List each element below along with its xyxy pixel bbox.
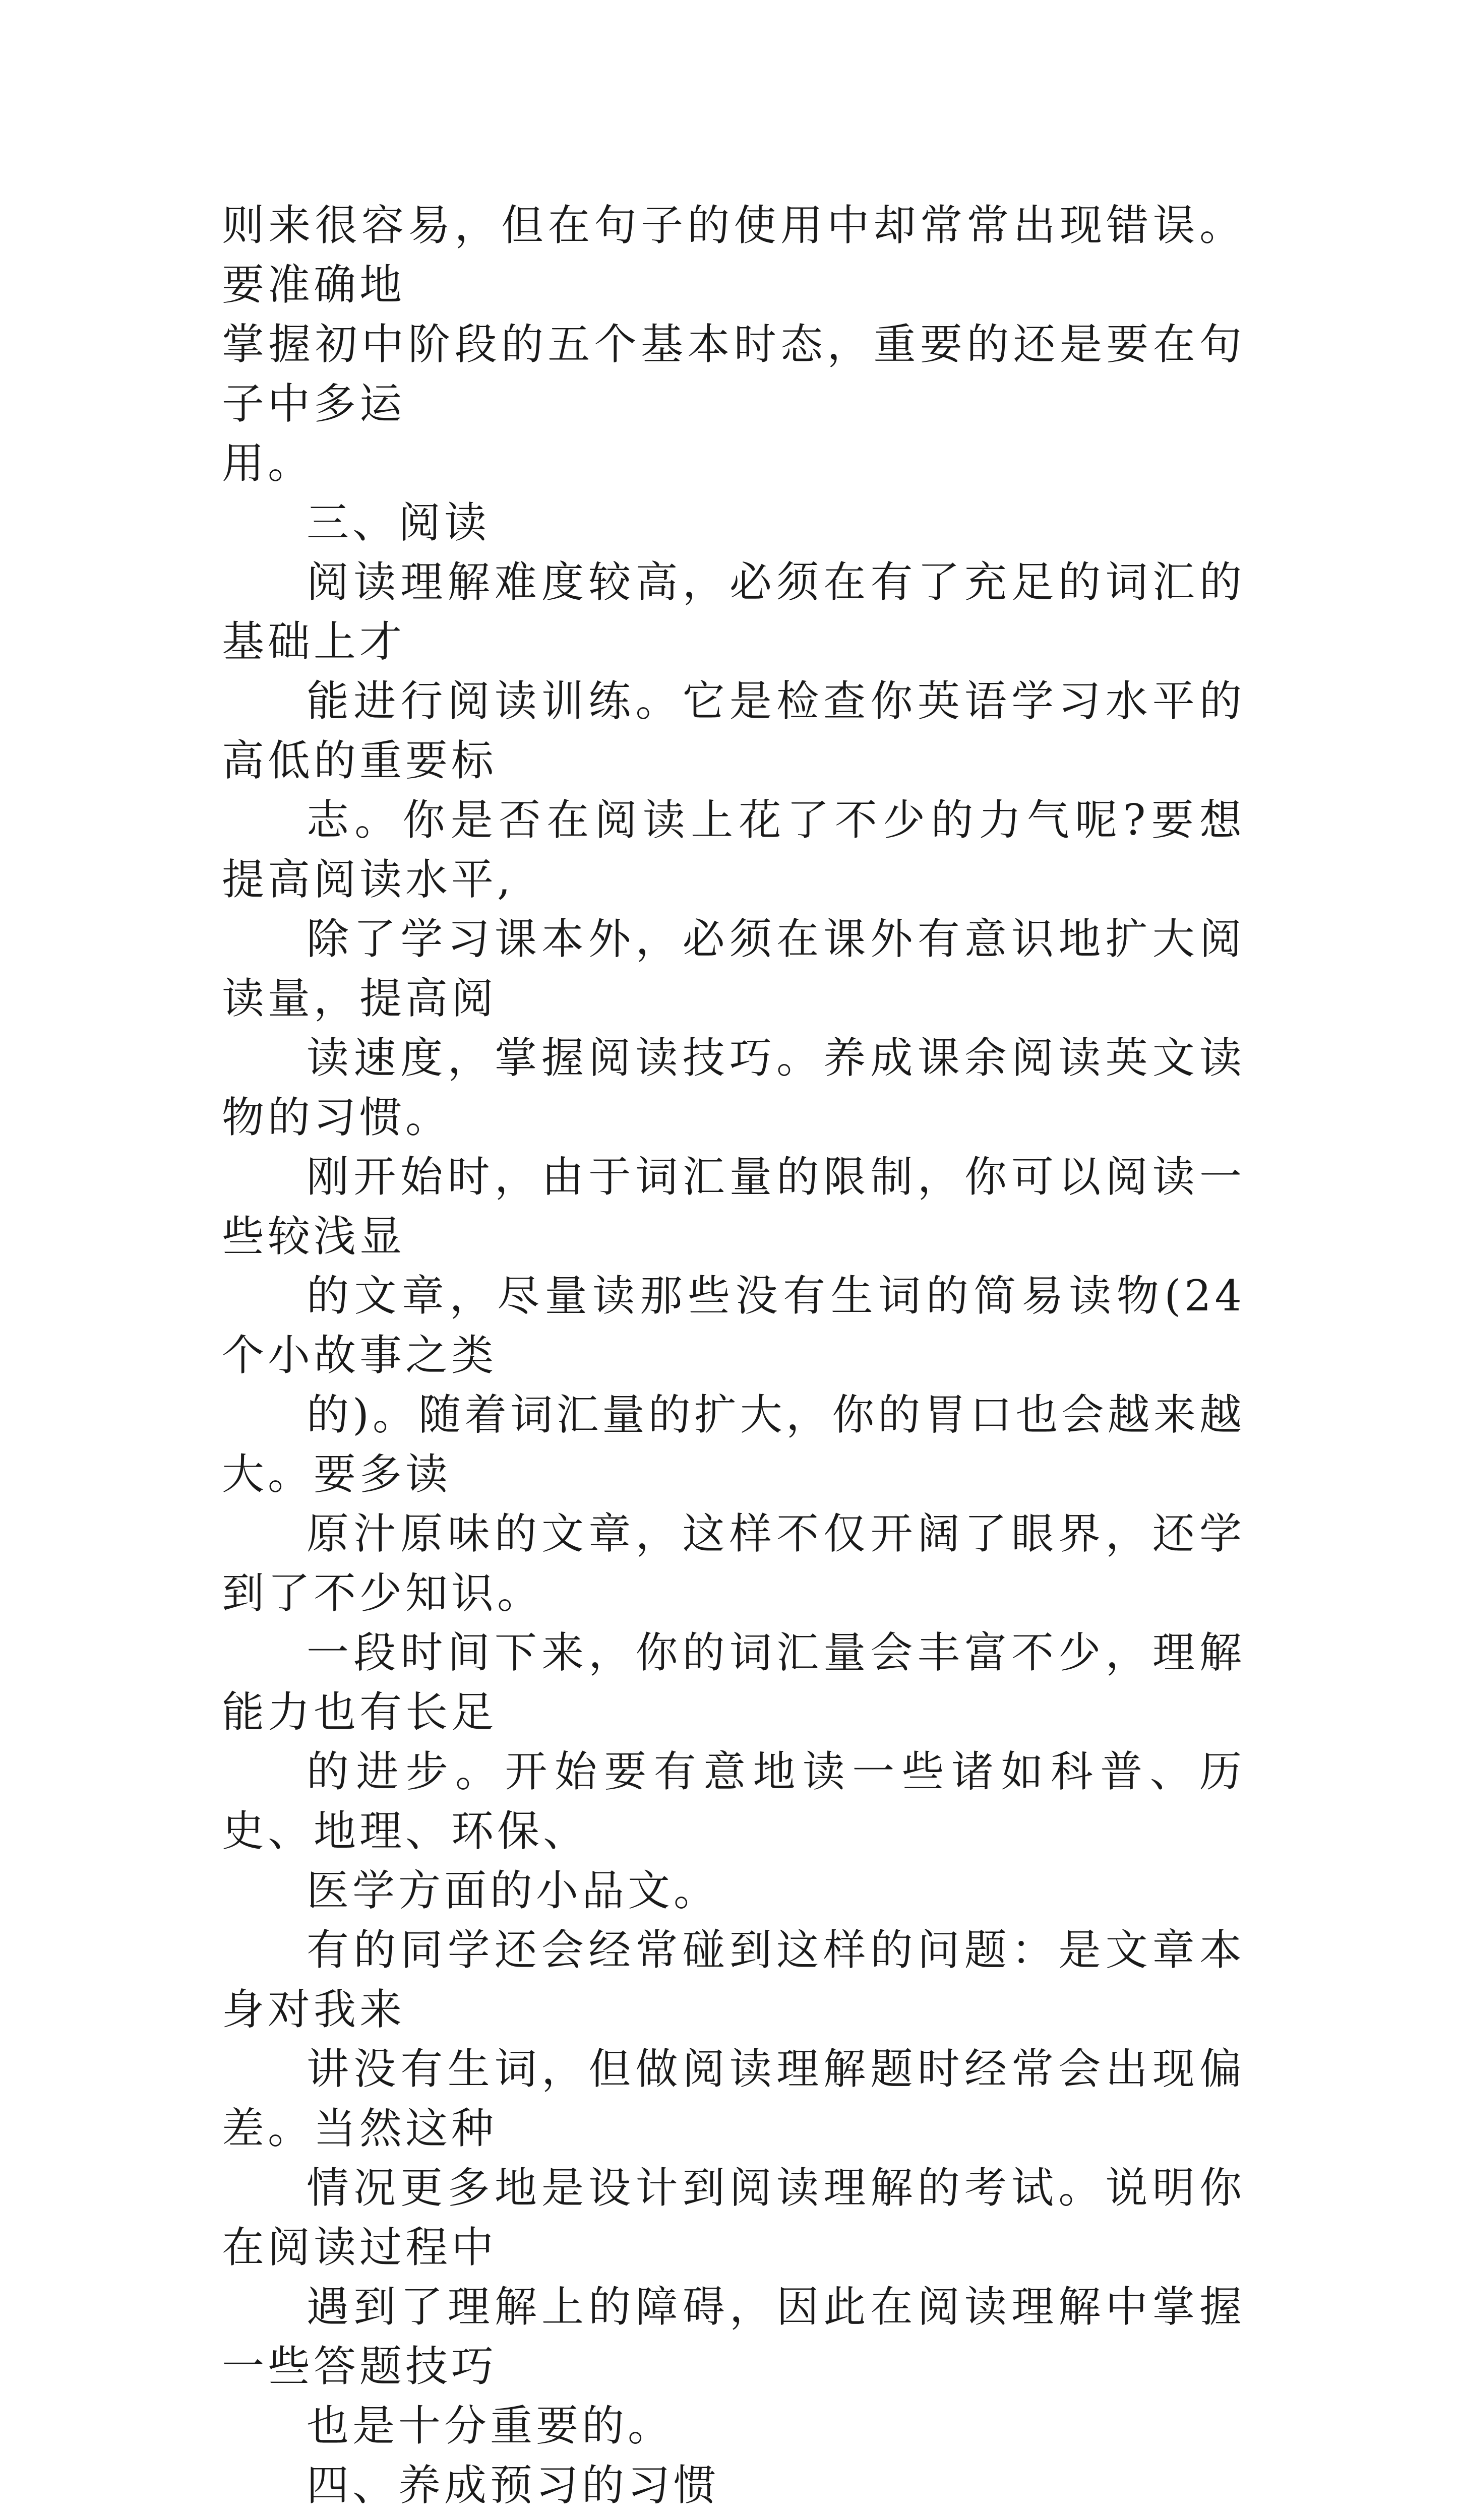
paragraph-reading-2 [222,1147,1245,1920]
text-line: 的)。随着词汇量的扩大，你的胃口也会越来越大。要多读 [222,1390,1245,1499]
text-line: 则来很容易，但在句子的使用中却常常出现错误。要准确地 [222,201,1245,309]
text-line: 用。 [222,438,314,488]
heading-text: 四、养成预习的习惯 [307,2461,720,2510]
text-line: 刚开始时，由于词汇量的限制，你可以阅读一些较浅显 [222,1152,1245,1261]
text-line: 讲没有生词，但做阅读理解题时经常会出现偏差。当然这种 [222,2044,1245,2153]
text-line: 能进行阅读训练。它是检查你英语学习水平的高低的重要标 [222,676,1245,785]
text-line: 遇到了理解上的障碍，因此在阅读理解中掌握一些答题技巧 [222,2282,1245,2391]
paragraph-preview-1 [222,2515,1245,2520]
text-line: 读速度，掌握阅读技巧。养成课余阅读英文读物的习惯。 [222,1033,1245,1142]
text-line: 有的同学还会经常碰到这样的问题：是文章本身对我来 [222,1925,1245,2034]
text-line: 除了学习课本外，必须在课外有意识地扩大阅读量，提高阅 [222,914,1245,1023]
text-line: 的进步。开始要有意地读一些诸如科普、历史、地理、环保、 [222,1747,1245,1856]
text-line: 情况更多地是设计到阅读理解的考试。说明你在阅读过程中 [222,2163,1245,2272]
section-heading-preview [222,2455,1245,2515]
text-line: 掌握初中阶段的五个基本时态，重要的还是要在句子中多运 [222,320,1245,428]
text-line: 医学方面的小品文。 [307,1866,720,1915]
paragraph-continuation [222,196,1245,493]
section-heading-reading [222,493,1245,552]
text-line: 也是十分重要的。 [307,2401,674,2450]
heading-text: 三、阅读 [307,498,491,547]
text-line: 阅读理解难度较高，必须在有了充足的词汇的基础上才 [222,557,1245,666]
paragraph-reading-1 [222,552,1245,1147]
document-body [222,196,1245,2520]
text-line: 一段时间下来，你的词汇量会丰富不少，理解能力也有长足 [222,1628,1245,1737]
text-line: 的文章，尽量读那些没有生词的简易读物(24 个小故事之类 [222,1271,1245,1380]
paragraph-reading-3 [222,1920,1245,2455]
text-line: 志。你是否在阅读上花了不少的力气呢?要想提高阅读水平, [222,795,1245,904]
text-line: 原汁原味的文章，这样不仅开阔了眼界，还学到了不少知识。 [222,1509,1245,1618]
